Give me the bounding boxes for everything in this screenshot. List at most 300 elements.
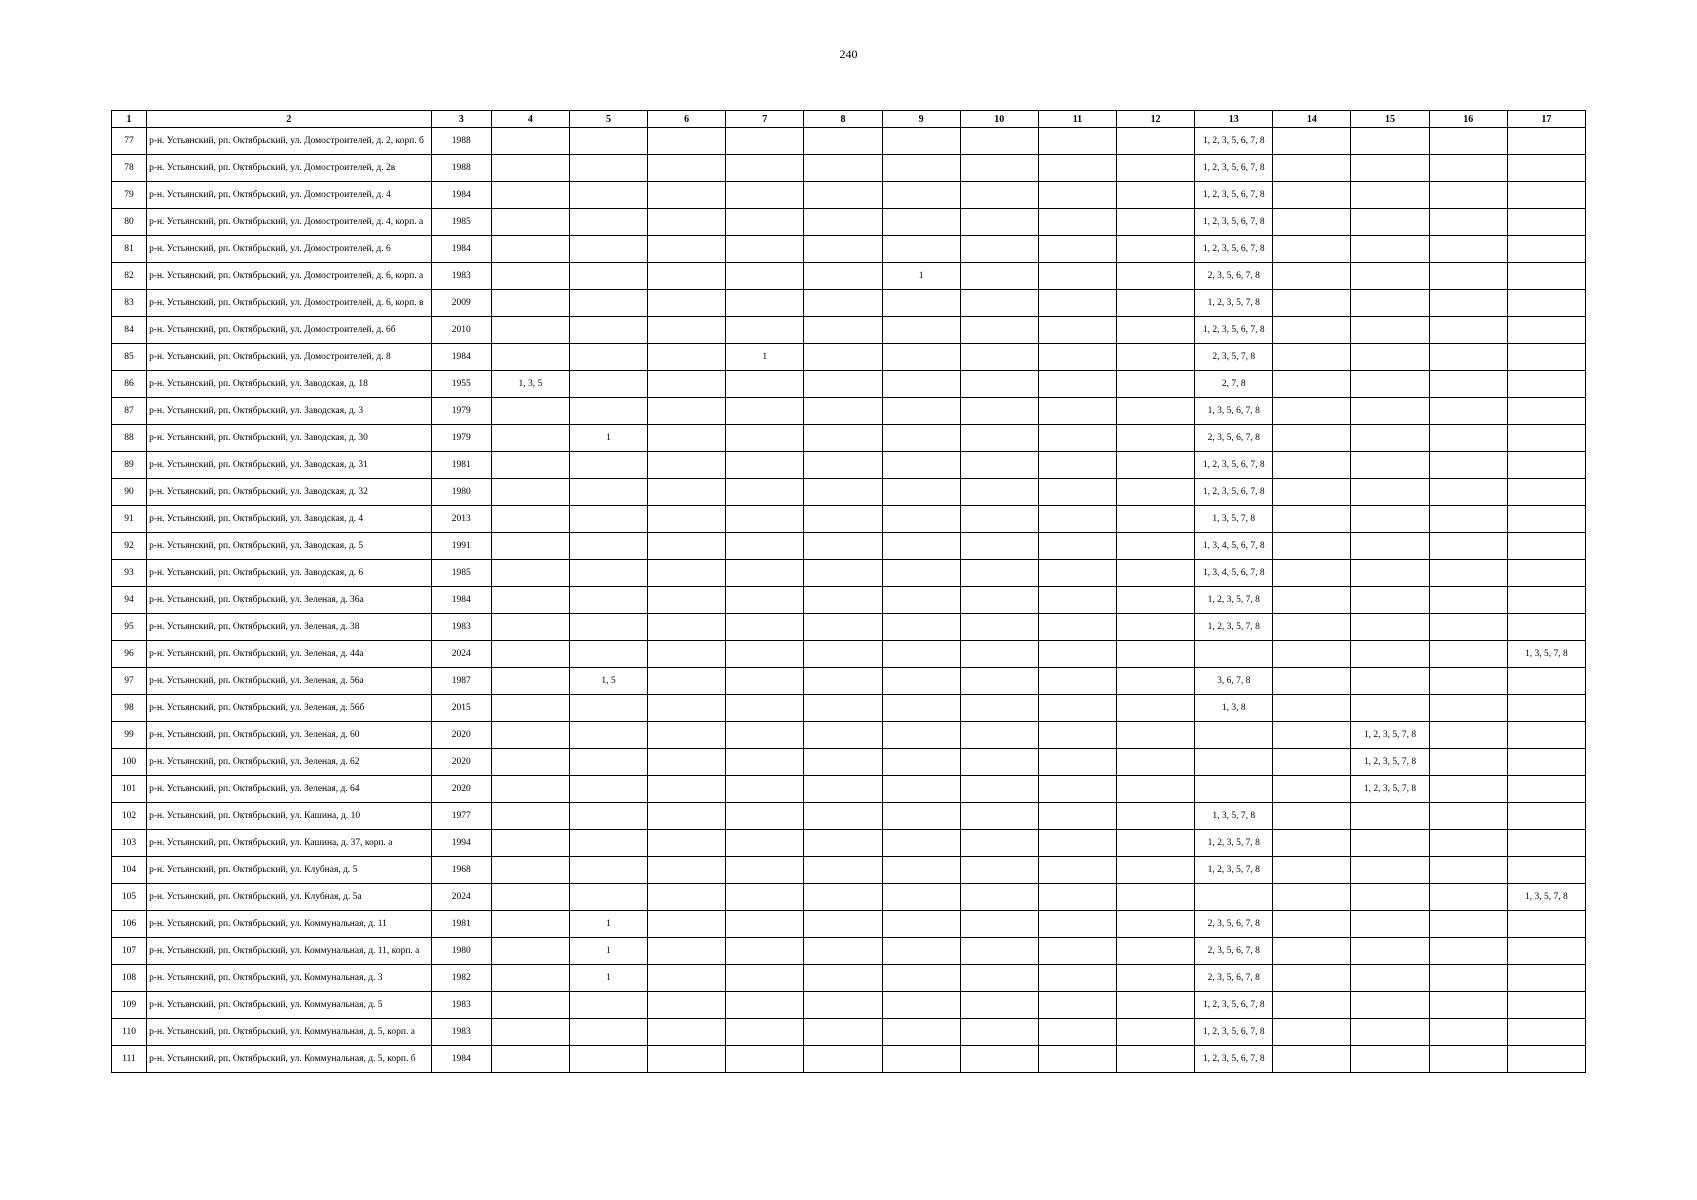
data-cell-col-4 [491,425,569,452]
data-cell-col-4 [491,938,569,965]
data-cell-col-17: 1, 3, 5, 7, 8 [1507,884,1585,911]
data-cell-col-6 [648,857,726,884]
data-cell-col-12 [1117,938,1195,965]
data-cell-col-13: 1, 2, 3, 5, 7, 8 [1195,857,1273,884]
data-cell-col-14 [1273,182,1351,209]
data-cell-col-11 [1038,479,1116,506]
data-cell-col-8 [804,236,882,263]
data-cell-col-5 [569,344,647,371]
data-cell-col-8 [804,263,882,290]
data-cell-col-15: 1, 2, 3, 5, 7, 8 [1351,776,1429,803]
data-cell-col-14 [1273,479,1351,506]
year-cell: 1979 [431,398,491,425]
data-cell-col-16 [1429,182,1507,209]
data-cell-col-9 [882,182,960,209]
data-cell-col-8 [804,371,882,398]
data-cell-col-13: 1, 2, 3, 5, 6, 7, 8 [1195,992,1273,1019]
address-cell: р-н. Устьянский, рп. Октябрьский, ул. Коммунальная, д. 5, корп. а [147,1019,432,1046]
data-cell-col-11 [1038,830,1116,857]
data-cell-col-5 [569,209,647,236]
column-header-10: 10 [960,111,1038,128]
data-cell-col-17 [1507,614,1585,641]
data-cell-col-8 [804,506,882,533]
data-cell-col-4 [491,506,569,533]
data-cell-col-7 [726,857,804,884]
data-cell-col-12 [1117,641,1195,668]
data-cell-col-4 [491,668,569,695]
data-cell-col-16 [1429,128,1507,155]
data-cell-col-13 [1195,884,1273,911]
data-cell-col-12 [1117,236,1195,263]
year-cell: 1983 [431,1019,491,1046]
row-number: 82 [112,263,147,290]
data-cell-col-15 [1351,560,1429,587]
data-cell-col-14 [1273,209,1351,236]
data-cell-col-16 [1429,371,1507,398]
column-header-5: 5 [569,111,647,128]
data-cell-col-5 [569,587,647,614]
data-cell-col-16 [1429,614,1507,641]
data-cell-col-9 [882,290,960,317]
row-number: 92 [112,533,147,560]
data-cell-col-16 [1429,479,1507,506]
data-cell-col-17 [1507,128,1585,155]
row-number: 84 [112,317,147,344]
data-cell-col-12 [1117,398,1195,425]
data-cell-col-12 [1117,965,1195,992]
address-cell: р-н. Устьянский, рп. Октябрьский, ул. Кашина, д. 37, корп. а [147,830,432,857]
address-cell: р-н. Устьянский, рп. Октябрьский, ул. Заводская, д. 5 [147,533,432,560]
data-cell-col-15 [1351,668,1429,695]
column-header-7: 7 [726,111,804,128]
data-cell-col-12 [1117,776,1195,803]
data-cell-col-4 [491,128,569,155]
column-header-2: 2 [147,111,432,128]
data-cell-col-6 [648,560,726,587]
data-cell-col-16 [1429,1046,1507,1073]
table-row [112,830,1586,857]
data-cell-col-10 [960,965,1038,992]
data-cell-col-8 [804,938,882,965]
table-row [112,155,1586,182]
data-cell-col-6 [648,506,726,533]
data-cell-col-4 [491,587,569,614]
data-cell-col-14 [1273,857,1351,884]
row-number: 90 [112,479,147,506]
row-number: 108 [112,965,147,992]
data-cell-col-5: 1 [569,965,647,992]
data-cell-col-8 [804,1046,882,1073]
data-cell-col-11 [1038,965,1116,992]
data-cell-col-12 [1117,1046,1195,1073]
data-cell-col-15 [1351,695,1429,722]
column-header-15: 15 [1351,111,1429,128]
year-cell: 1980 [431,938,491,965]
data-cell-col-12 [1117,560,1195,587]
data-cell-col-9 [882,884,960,911]
year-cell: 1977 [431,803,491,830]
data-cell-col-15 [1351,263,1429,290]
year-cell: 1988 [431,128,491,155]
data-cell-col-17 [1507,290,1585,317]
data-cell-col-5 [569,641,647,668]
year-cell: 1983 [431,263,491,290]
data-cell-col-6 [648,911,726,938]
data-cell-col-4 [491,776,569,803]
data-cell-col-7 [726,533,804,560]
data-cell-col-10 [960,290,1038,317]
data-cell-col-11 [1038,560,1116,587]
data-cell-col-16 [1429,506,1507,533]
data-cell-col-5: 1, 5 [569,668,647,695]
data-cell-col-4 [491,911,569,938]
data-cell-col-7 [726,749,804,776]
data-cell-col-4 [491,263,569,290]
data-cell-col-14 [1273,668,1351,695]
address-cell: р-н. Устьянский, рп. Октябрьский, ул. Домостроителей, д. 4, корп. а [147,209,432,236]
data-cell-col-16 [1429,749,1507,776]
data-cell-col-6 [648,479,726,506]
data-cell-col-8 [804,209,882,236]
row-number: 79 [112,182,147,209]
data-cell-col-7 [726,884,804,911]
column-header-13: 13 [1195,111,1273,128]
data-cell-col-10 [960,317,1038,344]
year-cell: 1987 [431,668,491,695]
data-cell-col-9 [882,506,960,533]
year-cell: 2024 [431,641,491,668]
data-cell-col-4 [491,965,569,992]
data-cell-col-6 [648,614,726,641]
data-cell-col-12 [1117,614,1195,641]
data-cell-col-4 [491,452,569,479]
data-cell-col-10 [960,641,1038,668]
data-cell-col-14 [1273,128,1351,155]
data-cell-col-14 [1273,641,1351,668]
row-number: 93 [112,560,147,587]
data-cell-col-16 [1429,425,1507,452]
data-cell-col-8 [804,317,882,344]
data-cell-col-11 [1038,344,1116,371]
data-cell-col-12 [1117,722,1195,749]
data-cell-col-10 [960,371,1038,398]
data-cell-col-13: 1, 3, 5, 7, 8 [1195,803,1273,830]
row-number: 105 [112,884,147,911]
data-cell-col-7 [726,263,804,290]
year-cell: 1968 [431,857,491,884]
row-number: 81 [112,236,147,263]
table-row [112,209,1586,236]
data-cell-col-7 [726,668,804,695]
data-cell-col-15 [1351,506,1429,533]
address-cell: р-н. Устьянский, рп. Октябрьский, ул. Зеленая, д. 60 [147,722,432,749]
column-header-1: 1 [112,111,147,128]
data-cell-col-9 [882,614,960,641]
data-cell-col-13: 1, 2, 3, 5, 6, 7, 8 [1195,1019,1273,1046]
data-cell-col-10 [960,263,1038,290]
data-cell-col-7 [726,911,804,938]
data-cell-col-16 [1429,236,1507,263]
data-cell-col-12 [1117,884,1195,911]
data-cell-col-15 [1351,128,1429,155]
data-cell-col-4 [491,749,569,776]
data-cell-col-13: 1, 3, 5, 7, 8 [1195,506,1273,533]
year-cell: 2024 [431,884,491,911]
data-cell-col-11 [1038,749,1116,776]
table-row [112,263,1586,290]
data-cell-col-7 [726,155,804,182]
table-row [112,614,1586,641]
data-cell-col-17 [1507,776,1585,803]
data-cell-col-6 [648,722,726,749]
data-cell-col-16 [1429,398,1507,425]
data-cell-col-9 [882,1019,960,1046]
data-cell-col-6 [648,128,726,155]
year-cell: 2009 [431,290,491,317]
data-cell-col-7 [726,938,804,965]
data-cell-col-11 [1038,398,1116,425]
data-cell-col-17 [1507,1046,1585,1073]
data-cell-col-9 [882,695,960,722]
data-cell-col-13: 1, 2, 3, 5, 7, 8 [1195,290,1273,317]
year-cell: 1984 [431,1046,491,1073]
data-cell-col-5 [569,452,647,479]
address-cell: р-н. Устьянский, рп. Октябрьский, ул. Домостроителей, д. 8 [147,344,432,371]
data-cell-col-7 [726,371,804,398]
data-cell-col-7: 1 [726,344,804,371]
data-cell-col-10 [960,344,1038,371]
data-cell-col-9 [882,911,960,938]
data-cell-col-12 [1117,911,1195,938]
data-cell-col-5 [569,533,647,560]
data-cell-col-4 [491,614,569,641]
data-cell-col-8 [804,776,882,803]
row-number: 100 [112,749,147,776]
data-cell-col-4 [491,533,569,560]
data-cell-col-7 [726,317,804,344]
data-cell-col-13 [1195,749,1273,776]
data-cell-col-13: 1, 2, 3, 5, 7, 8 [1195,614,1273,641]
data-cell-col-9 [882,992,960,1019]
data-cell-col-5: 1 [569,938,647,965]
data-cell-col-10 [960,857,1038,884]
data-cell-col-12 [1117,533,1195,560]
data-cell-col-9 [882,965,960,992]
data-cell-col-6 [648,344,726,371]
data-cell-col-12 [1117,668,1195,695]
data-cell-col-14 [1273,533,1351,560]
data-cell-col-9 [882,236,960,263]
data-cell-col-10 [960,722,1038,749]
data-cell-col-7 [726,182,804,209]
data-cell-col-12 [1117,830,1195,857]
table-row [112,965,1586,992]
data-cell-col-8 [804,344,882,371]
year-cell: 2020 [431,749,491,776]
table-row [112,479,1586,506]
data-cell-col-14 [1273,1019,1351,1046]
data-cell-col-7 [726,803,804,830]
table-row [112,803,1586,830]
address-cell: р-н. Устьянский, рп. Октябрьский, ул. Коммунальная, д. 11 [147,911,432,938]
data-cell-col-13: 3, 6, 7, 8 [1195,668,1273,695]
table-row [112,452,1586,479]
row-number: 104 [112,857,147,884]
data-cell-col-17 [1507,911,1585,938]
data-cell-col-13: 1, 3, 5, 6, 7, 8 [1195,398,1273,425]
data-cell-col-11 [1038,263,1116,290]
data-cell-col-10 [960,398,1038,425]
data-cell-col-15 [1351,182,1429,209]
data-cell-col-8 [804,992,882,1019]
data-cell-col-8 [804,668,882,695]
table-row [112,1046,1586,1073]
data-cell-col-15 [1351,911,1429,938]
data-cell-col-6 [648,965,726,992]
data-cell-col-8 [804,722,882,749]
data-cell-col-4 [491,857,569,884]
table-row [112,722,1586,749]
data-cell-col-12 [1117,182,1195,209]
year-cell: 1988 [431,155,491,182]
data-cell-col-9 [882,803,960,830]
address-cell: р-н. Устьянский, рп. Октябрьский, ул. Заводская, д. 31 [147,452,432,479]
data-cell-col-17 [1507,938,1585,965]
column-header-4: 4 [491,111,569,128]
data-cell-col-10 [960,533,1038,560]
data-cell-col-4 [491,1019,569,1046]
data-cell-col-6 [648,1046,726,1073]
data-cell-col-8 [804,884,882,911]
data-cell-col-5 [569,560,647,587]
table-row [112,938,1586,965]
year-cell: 1985 [431,209,491,236]
address-cell: р-н. Устьянский, рп. Октябрьский, ул. Заводская, д. 4 [147,506,432,533]
data-cell-col-4 [491,722,569,749]
data-cell-col-13: 1, 2, 3, 5, 7, 8 [1195,587,1273,614]
data-cell-col-10 [960,587,1038,614]
address-cell: р-н. Устьянский, рп. Октябрьский, ул. Зеленая, д. 56б [147,695,432,722]
data-cell-col-13: 1, 3, 4, 5, 6, 7, 8 [1195,560,1273,587]
data-cell-col-17 [1507,992,1585,1019]
data-cell-col-13: 2, 3, 5, 6, 7, 8 [1195,938,1273,965]
data-cell-col-15 [1351,317,1429,344]
data-cell-col-6 [648,425,726,452]
data-cell-col-14 [1273,830,1351,857]
data-cell-col-8 [804,128,882,155]
data-cell-col-11 [1038,641,1116,668]
data-cell-col-17 [1507,830,1585,857]
data-cell-col-6 [648,182,726,209]
data-cell-col-12 [1117,263,1195,290]
data-cell-col-12 [1117,587,1195,614]
data-cell-col-17 [1507,533,1585,560]
data-cell-col-16 [1429,911,1507,938]
table-row [112,398,1586,425]
year-cell: 1981 [431,911,491,938]
data-cell-col-12 [1117,317,1195,344]
data-cell-col-16 [1429,1019,1507,1046]
row-number: 107 [112,938,147,965]
data-cell-col-10 [960,884,1038,911]
data-cell-col-14 [1273,938,1351,965]
data-cell-col-15: 1, 2, 3, 5, 7, 8 [1351,749,1429,776]
row-number: 94 [112,587,147,614]
year-cell: 2020 [431,776,491,803]
data-cell-col-9 [882,425,960,452]
data-cell-col-7 [726,209,804,236]
data-cell-col-14 [1273,749,1351,776]
year-cell: 1982 [431,965,491,992]
row-number: 86 [112,371,147,398]
data-cell-col-14 [1273,317,1351,344]
data-cell-col-16 [1429,155,1507,182]
data-cell-col-17 [1507,560,1585,587]
data-cell-col-17 [1507,344,1585,371]
data-cell-col-10 [960,479,1038,506]
data-cell-col-12 [1117,803,1195,830]
row-number: 89 [112,452,147,479]
data-cell-col-4 [491,182,569,209]
table-row [112,884,1586,911]
row-number: 103 [112,830,147,857]
address-cell: р-н. Устьянский, рп. Октябрьский, ул. Заводская, д. 18 [147,371,432,398]
data-cell-col-6 [648,209,726,236]
row-number: 110 [112,1019,147,1046]
table-row [112,182,1586,209]
data-cell-col-17 [1507,668,1585,695]
data-cell-col-10 [960,992,1038,1019]
row-number: 80 [112,209,147,236]
data-cell-col-6 [648,668,726,695]
address-cell: р-н. Устьянский, рп. Октябрьский, ул. Заводская, д. 30 [147,425,432,452]
data-cell-col-7 [726,560,804,587]
data-cell-col-8 [804,857,882,884]
data-cell-col-16 [1429,722,1507,749]
data-cell-col-17 [1507,452,1585,479]
data-cell-col-15 [1351,614,1429,641]
data-cell-col-12 [1117,749,1195,776]
data-cell-col-16 [1429,317,1507,344]
data-cell-col-14 [1273,911,1351,938]
row-number: 85 [112,344,147,371]
data-cell-col-4 [491,1046,569,1073]
data-cell-col-14 [1273,344,1351,371]
row-number: 98 [112,695,147,722]
data-cell-col-6 [648,236,726,263]
data-cell-col-16 [1429,992,1507,1019]
data-cell-col-15 [1351,371,1429,398]
table-row [112,911,1586,938]
data-cell-col-17 [1507,1019,1585,1046]
row-number: 77 [112,128,147,155]
data-cell-col-15 [1351,992,1429,1019]
data-cell-col-11 [1038,1019,1116,1046]
table-row [112,560,1586,587]
column-header-8: 8 [804,111,882,128]
data-cell-col-4 [491,236,569,263]
data-cell-col-11 [1038,587,1116,614]
data-cell-col-15 [1351,965,1429,992]
data-cell-col-6 [648,155,726,182]
data-cell-col-11 [1038,155,1116,182]
address-cell: р-н. Устьянский, рп. Октябрьский, ул. Заводская, д. 3 [147,398,432,425]
data-cell-col-14 [1273,155,1351,182]
data-cell-col-10 [960,1019,1038,1046]
data-cell-col-13: 1, 3, 8 [1195,695,1273,722]
data-cell-col-13 [1195,641,1273,668]
year-cell: 1983 [431,992,491,1019]
